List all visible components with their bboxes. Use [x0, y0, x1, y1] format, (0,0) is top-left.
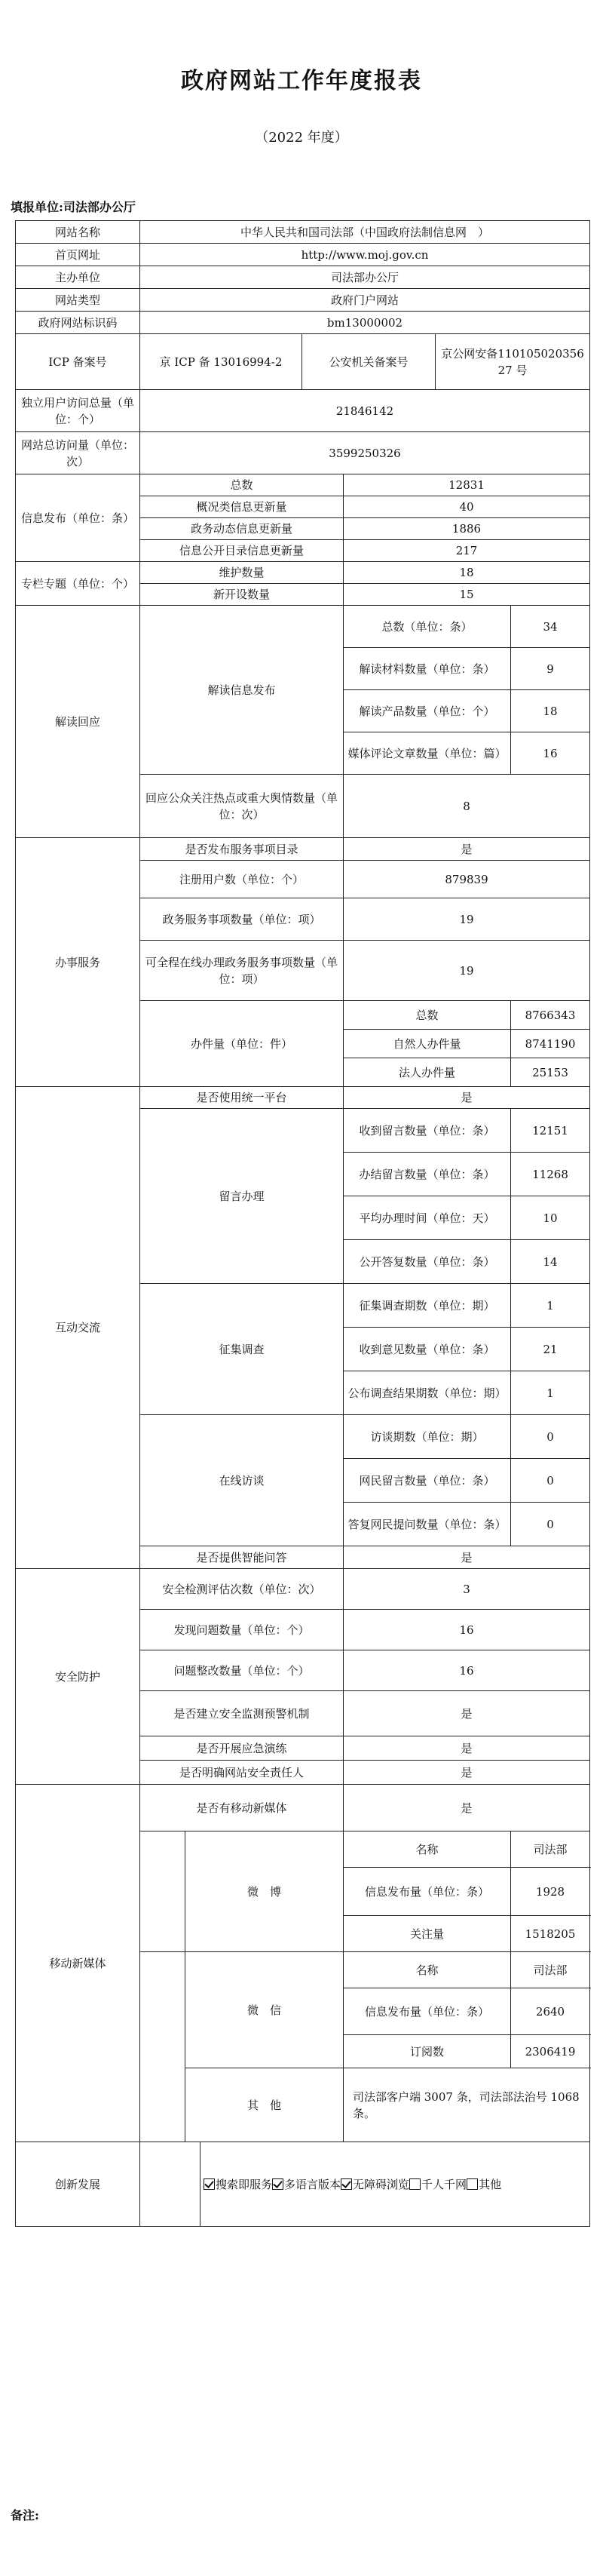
netizen-reply-value: 0 [511, 1503, 590, 1546]
fixed-label: 问题整改数量（单位：个） [140, 1650, 344, 1691]
innovation-label: 创新发展 [16, 2142, 140, 2227]
table-row [16, 244, 590, 266]
weibo-name-label: 名称 [344, 1831, 511, 1868]
police-value: 京公网安备11010502035627 号 [436, 334, 590, 390]
innovation-options [200, 2142, 590, 2227]
received-value: 12151 [511, 1109, 590, 1153]
other-value: 司法部客户端 3007 条，司法部法治号 1068 条。 [344, 2068, 590, 2142]
uv-value: 21846142 [140, 390, 590, 432]
interpret-product-label: 解读产品数量（单位：个） [344, 690, 511, 732]
checkbox-icon[interactable] [409, 2178, 421, 2190]
found-value: 16 [344, 1610, 590, 1650]
site-id-value: bm13000002 [140, 312, 590, 334]
checkbox-icon[interactable] [204, 2178, 215, 2190]
table-row [16, 606, 590, 648]
innovation-option-search[interactable]: 搜索即服务 [204, 2178, 272, 2191]
innovation-option-multilang[interactable]: 多语言版本 [272, 2178, 341, 2191]
uv-label: 独立用户访问总量（单位：个） [16, 390, 140, 432]
filing-unit: 填报单位:司法部办公厅 [11, 200, 136, 214]
info-overview-value: 40 [344, 496, 590, 518]
service-users-value: 879839 [344, 861, 590, 898]
finished-value: 11268 [511, 1153, 590, 1196]
interview-count-value: 0 [511, 1415, 590, 1459]
mobile-spacer [140, 1831, 185, 1952]
table-row [16, 474, 590, 496]
service-natural-label: 自然人办件量 [344, 1030, 511, 1058]
result-label: 公布调查结果期数（单位：期） [344, 1371, 511, 1415]
weibo-posts-label: 信息发布量（单位：条） [344, 1868, 511, 1916]
columns-new-label: 新开设数量 [140, 584, 344, 606]
mobile-spacer [140, 1952, 185, 2142]
interaction-label: 互动交流 [16, 1087, 140, 1569]
opinions-label: 收到意见数量（单位：条） [344, 1328, 511, 1371]
interpret-response-value: 8 [344, 775, 590, 838]
info-publish-label: 信息发布（单位：条） [16, 474, 140, 562]
monitor-label: 是否建立安全监测预警机制 [140, 1691, 344, 1736]
mobile-has-value: 是 [344, 1785, 590, 1831]
report-year: （2022 年度） [255, 130, 348, 146]
survey-label: 征集调查 [140, 1284, 344, 1415]
report-table [15, 220, 590, 2227]
footer-note: 备注: [11, 2508, 39, 2522]
service-legal-label: 法人办件量 [344, 1058, 511, 1087]
weibo-name-value: 司法部 [511, 1831, 590, 1868]
weibo-followers-label: 关注量 [344, 1916, 511, 1952]
assess-value: 3 [344, 1569, 590, 1610]
pv-label: 网站总访问量（单位：次） [16, 432, 140, 474]
table-row [16, 1087, 590, 1109]
site-id-label: 政府网站标识码 [16, 312, 140, 334]
service-label: 办事服务 [16, 838, 140, 1087]
table-row [16, 562, 590, 584]
police-label: 公安机关备案号 [302, 334, 436, 390]
table-row [16, 266, 590, 289]
service-online-value: 19 [344, 941, 590, 1001]
netizen-msg-value: 0 [511, 1459, 590, 1503]
found-label: 发现问题数量（单位：个） [140, 1610, 344, 1650]
survey-count-label: 征集调查期数（单位：期） [344, 1284, 511, 1328]
service-items-value: 19 [344, 898, 590, 941]
interview-label: 在线访谈 [140, 1415, 344, 1546]
wechat-posts-label: 信息发布量（单位：条） [344, 1988, 511, 2035]
interpret-total-value: 34 [511, 606, 590, 648]
homepage-value: http://www.moj.gov.cn [140, 244, 590, 266]
info-overview-label: 概况类信息更新量 [140, 496, 344, 518]
table-row [16, 312, 590, 334]
service-online-label: 可全程在线办理政务服务事项数量（单位：项） [140, 941, 344, 1001]
service-catalog-value: 是 [344, 838, 590, 861]
info-dynamic-value: 1886 [344, 518, 590, 540]
wechat-subs-value: 2306419 [511, 2035, 590, 2068]
interpret-publish-label: 解读信息发布 [140, 606, 344, 775]
service-cases-total-value: 8766343 [511, 1001, 590, 1030]
interpret-material-value: 9 [511, 648, 590, 690]
info-catalog-label: 信息公开目录信息更新量 [140, 540, 344, 562]
table-row [16, 390, 590, 432]
wechat-label: 微 信 [185, 1952, 344, 2068]
wechat-name-label: 名称 [344, 1952, 511, 1988]
table-row [16, 2142, 590, 2227]
interpret-media-label: 媒体评论文章数量（单位：篇） [344, 732, 511, 775]
innovation-option-personal[interactable]: 千人千网 [409, 2178, 467, 2191]
icp-value: 京 ICP 备 13016994-2 [140, 334, 302, 390]
page-title: 政府网站工作年度报表 [181, 68, 422, 94]
opinions-value: 21 [511, 1328, 590, 1371]
table-row [16, 1785, 590, 1831]
site-type-label: 网站类型 [16, 289, 140, 312]
interpret-media-value: 16 [511, 732, 590, 775]
site-type-value: 政府门户网站 [140, 289, 590, 312]
table-row [16, 1569, 590, 1610]
duty-value: 是 [344, 1761, 590, 1785]
table-row [16, 289, 590, 312]
monitor-value: 是 [344, 1691, 590, 1736]
site-name-value: 中华人民共和国司法部（中国政府法制信息网 ） [140, 221, 590, 244]
icp-label: ICP 备案号 [16, 334, 140, 390]
smart-qa-value: 是 [344, 1546, 590, 1569]
table-row [16, 334, 590, 390]
checkbox-icon[interactable] [341, 2178, 352, 2190]
wechat-name-value: 司法部 [511, 1952, 590, 1988]
interpret-response-label: 回应公众关注热点或重大舆情数量（单位：次） [140, 775, 344, 838]
table-row [16, 838, 590, 861]
survey-count-value: 1 [511, 1284, 590, 1328]
table-row [16, 432, 590, 474]
interpret-product-value: 18 [511, 690, 590, 732]
platform-label: 是否使用统一平台 [140, 1087, 344, 1109]
checkbox-icon[interactable] [467, 2178, 478, 2190]
platform-value: 是 [344, 1087, 590, 1109]
avg-days-label: 平均办理时间（单位：天） [344, 1196, 511, 1240]
received-label: 收到留言数量（单位：条） [344, 1109, 511, 1153]
sponsor-label: 主办单位 [16, 266, 140, 289]
info-total-value: 12831 [344, 474, 590, 496]
wechat-subs-label: 订阅数 [344, 2035, 511, 2068]
weibo-posts-value: 1928 [511, 1868, 590, 1916]
smart-qa-label: 是否提供智能问答 [140, 1546, 344, 1569]
duty-label: 是否明确网站安全责任人 [140, 1761, 344, 1785]
sponsor-value: 司法部办公厅 [140, 266, 590, 289]
interpret-material-label: 解读材料数量（单位：条） [344, 648, 511, 690]
interpret-total-label: 总数（单位：条） [344, 606, 511, 648]
service-users-label: 注册用户数（单位：个） [140, 861, 344, 898]
weibo-label: 微 博 [185, 1831, 344, 1952]
netizen-reply-label: 答复网民提问数量（单位：条） [344, 1503, 511, 1546]
table-row [16, 221, 590, 244]
columns-label: 专栏专题（单位：个） [16, 562, 140, 606]
service-cases-total-label: 总数 [344, 1001, 511, 1030]
homepage-label: 首页网址 [16, 244, 140, 266]
info-dynamic-label: 政务动态信息更新量 [140, 518, 344, 540]
info-total-label: 总数 [140, 474, 344, 496]
weibo-followers-value: 1518205 [511, 1916, 590, 1952]
pv-value: 3599250326 [140, 432, 590, 474]
public-reply-value: 14 [511, 1240, 590, 1284]
interview-count-label: 访谈期数（单位：期） [344, 1415, 511, 1459]
info-catalog-value: 217 [344, 540, 590, 562]
service-natural-value: 8741190 [511, 1030, 590, 1058]
service-legal-value: 25153 [511, 1058, 590, 1087]
netizen-msg-label: 网民留言数量（单位：条） [344, 1459, 511, 1503]
service-items-label: 政务服务事项数量（单位：项） [140, 898, 344, 941]
site-name-label: 网站名称 [16, 221, 140, 244]
checkbox-icon[interactable] [272, 2178, 283, 2190]
wechat-posts-value: 2640 [511, 1988, 590, 2035]
public-reply-label: 公开答复数量（单位：条） [344, 1240, 511, 1284]
drill-value: 是 [344, 1736, 590, 1761]
innovation-spacer [140, 2142, 200, 2227]
mobile-label: 移动新媒体 [16, 1785, 140, 2142]
result-value: 1 [511, 1371, 590, 1415]
interpret-label: 解读回应 [16, 606, 140, 838]
columns-maintain-value: 18 [344, 562, 590, 584]
service-cases-label: 办件量（单位：件） [140, 1001, 344, 1087]
avg-days-value: 10 [511, 1196, 590, 1240]
drill-label: 是否开展应急演练 [140, 1736, 344, 1761]
finished-label: 办结留言数量（单位：条） [344, 1153, 511, 1196]
innovation-option-accessibility[interactable]: 无障碍浏览 [341, 2178, 409, 2191]
assess-label: 安全检测评估次数（单位：次） [140, 1569, 344, 1610]
columns-new-value: 15 [344, 584, 590, 606]
service-catalog-label: 是否发布服务事项目录 [140, 838, 344, 861]
columns-maintain-label: 维护数量 [140, 562, 344, 584]
innovation-option-other[interactable]: 其他 [467, 2178, 501, 2191]
security-label: 安全防护 [16, 1569, 140, 1785]
fixed-value: 16 [344, 1650, 590, 1691]
mobile-has-label: 是否有移动新媒体 [140, 1785, 344, 1831]
message-label: 留言办理 [140, 1109, 344, 1284]
other-label: 其 他 [185, 2068, 344, 2142]
